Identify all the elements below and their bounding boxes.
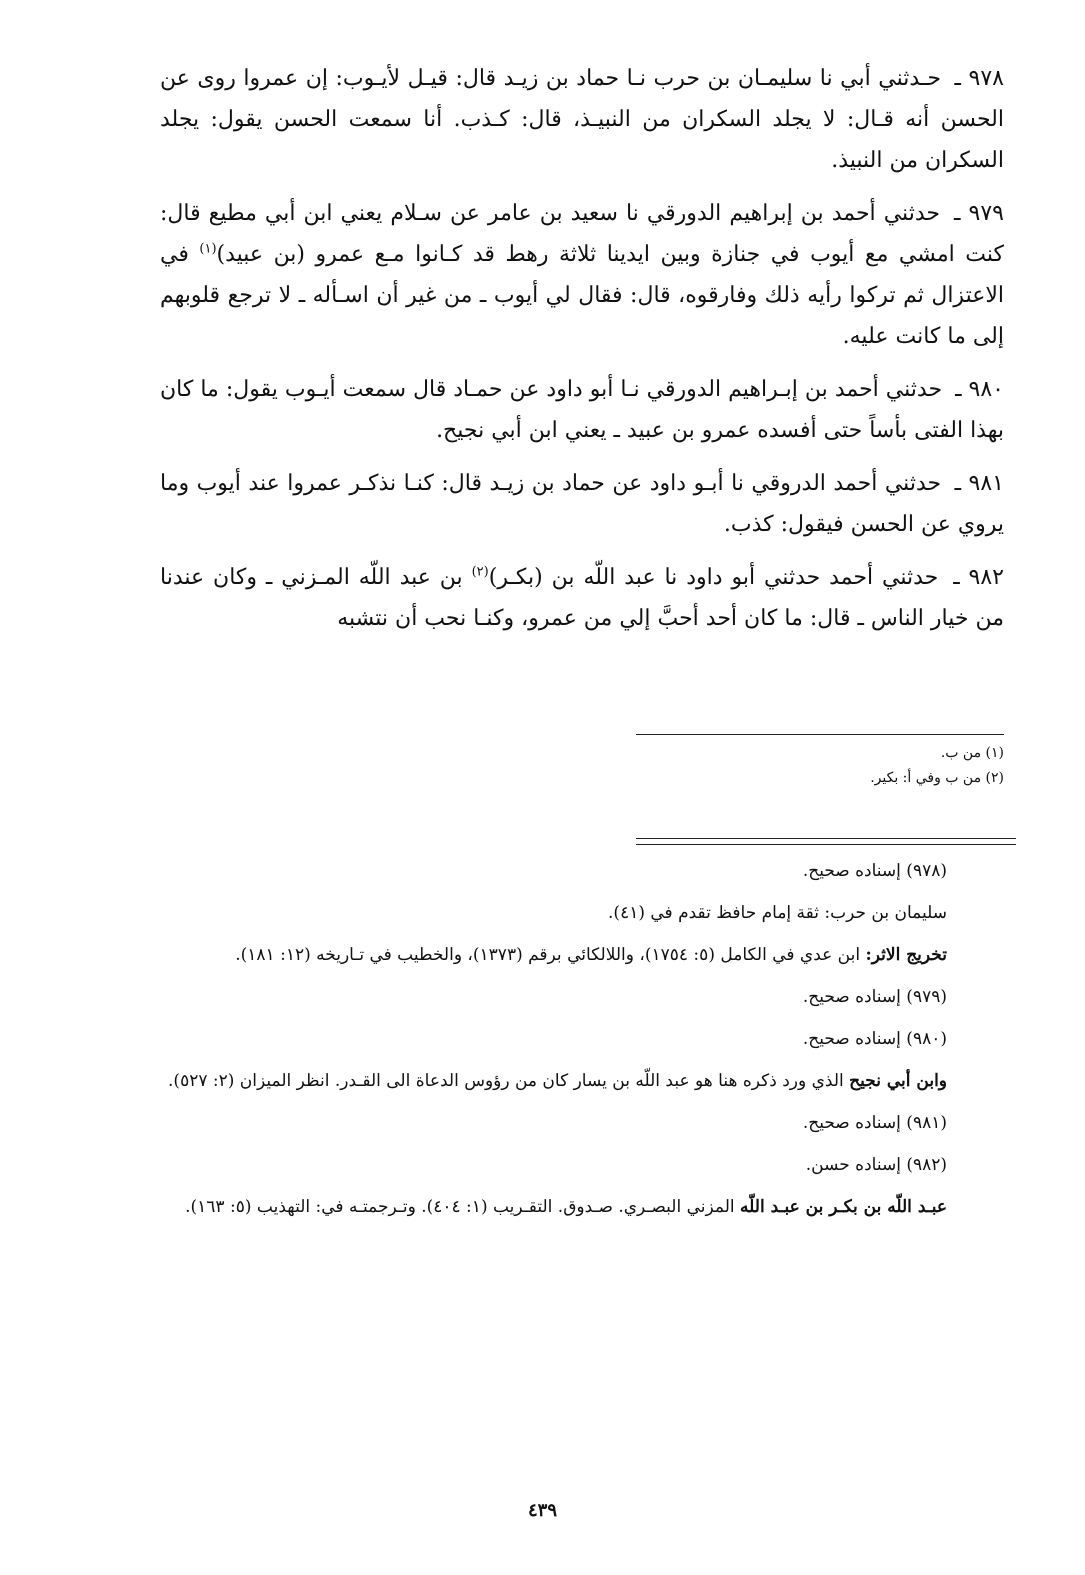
takhrij-text: ابن عدي في الكامل (٥: ١٧٥٤)، واللالكائي برقم (١٣٧٣)، والخطيب في تـاريخه (١٢: ١٨١). — [235, 945, 866, 965]
commentary-takhrij — [163, 940, 1004, 970]
takhrij-label: تخريج الاثر: — [865, 945, 947, 965]
hadith-text: حدثني أحمد بن إبراهيم الدورقي نا سعيد بن عامر عن سـلام يعني ابن أبي مطيع قال: كنت امشي مع أيوب في جنازة وبين ايدينا ثلاثة رهط قد كـانوا مـع عمرو (بن عبيد) — [160, 201, 1004, 267]
hadith-980 — [160, 369, 1004, 451]
hadith-text: حدثني أحمد بن إبـراهيم الدورقي نـا أبو داود عن حمـاد قال سمعت أيـوب يقول: ما كان بهذا الفتى بأساً حتى أفسده عمرو بن عبيد ـ يعني ابن أبي نجيح. — [160, 377, 1004, 443]
hadith-text: حـدثني أبي نا سليمـان بن حرب نـا حماد بن زيـد قال: قيـل لأيـوب: إن عمروا روى عن الحسن أنه قـال: لا يجلد السكران من النبيـذ، قال: كـذب. أنا سمعت الحسن يقول: يجلد السكران من النبيذ. — [160, 66, 1004, 173]
commentary-981: (٩٨١) إسناده صحيح. — [802, 1113, 947, 1133]
hadith-text-cont: بن عبد اللّه المـزني ـ وكان عندنا من خيار الناس ـ قال: ما كان أحد أحبَّ إلي من عمرو، وكنـا نحب أن نتشبه — [160, 565, 1004, 631]
footnote-marker: (٢) — [471, 564, 489, 580]
hadith-number: ٩٧٨ ـ — [954, 66, 1004, 91]
commentary-sulayman: سليمان بن حرب: ثقة إمام حافظ تقدم في (٤١). — [608, 903, 947, 923]
footnote-divider — [636, 734, 1004, 735]
hadith-978 — [160, 58, 1004, 181]
commentary-ibn-abi-najih — [163, 1066, 1004, 1096]
hadith-number: ٩٨١ ـ — [954, 471, 1004, 496]
footnote-2: (٢) من ب وفي أ: بكير. — [870, 770, 1004, 786]
footnotes — [624, 741, 1004, 791]
commentary-divider — [636, 838, 1016, 845]
page-number: ٤٣٩ — [527, 1500, 557, 1521]
hadith-982 — [160, 557, 1004, 639]
commentary — [163, 856, 1004, 1234]
hadith-979 — [160, 193, 1004, 357]
commentary-978: (٩٧٨) إسناده صحيح. — [802, 861, 947, 881]
main-text — [160, 58, 1004, 651]
footnote-marker: (١) — [199, 241, 217, 257]
commentary-982: (٩٨٢) إسناده حسن. — [805, 1155, 947, 1175]
hadith-number: ٩٨٠ ـ — [955, 377, 1004, 402]
abdullah-text: المزني البصـري. صـدوق. التقـريب (١: ٤٠٤). وتـرجمتـه في: التهذيب (٥: ١٦٣). — [185, 1197, 741, 1217]
hadith-number: ٩٨٢ ـ — [953, 565, 1004, 590]
hadith-text: حدثني أحمد الدروقي نا أبـو داود عن حماد بن زيـد قال: كنـا نذكـر عمروا عند أيوب وما يروي عن الحسن فيقول: كذب. — [160, 471, 1004, 537]
hadith-text-cont: في الاعتزال ثم تركوا رأيه ذلك وفارقوه، قال: فقال لي أيوب ـ من غير أن اسـأله ـ لا ترجع قلوبهم إلى ما كانت عليه. — [160, 242, 1004, 349]
abdullah-label: عبـد اللّه بن بكـر بن عبـد اللّه — [740, 1197, 947, 1217]
commentary-979: (٩٧٩) إسناده صحيح. — [802, 987, 947, 1007]
commentary-980: (٩٨٠) إسناده صحيح. — [802, 1029, 947, 1049]
hadith-981 — [160, 463, 1004, 545]
ibn-abi-najih-text: الذي ورد ذكره هنا هو عبد اللّه بن يسار كان من رؤوس الدعاة الى القـدر. انظر الميزان (٢: ٥٢٧). — [168, 1071, 850, 1091]
ibn-abi-najih-label: وابن أبي نجيح — [849, 1071, 947, 1091]
footnote-1: (١) من ب. — [940, 745, 1004, 761]
hadith-text: حدثني أحمد حدثني أبو داود نا عبد اللّه بن (بكـر) — [488, 565, 939, 590]
hadith-number: ٩٧٩ ـ — [954, 201, 1004, 226]
commentary-abdullah — [163, 1192, 1004, 1222]
